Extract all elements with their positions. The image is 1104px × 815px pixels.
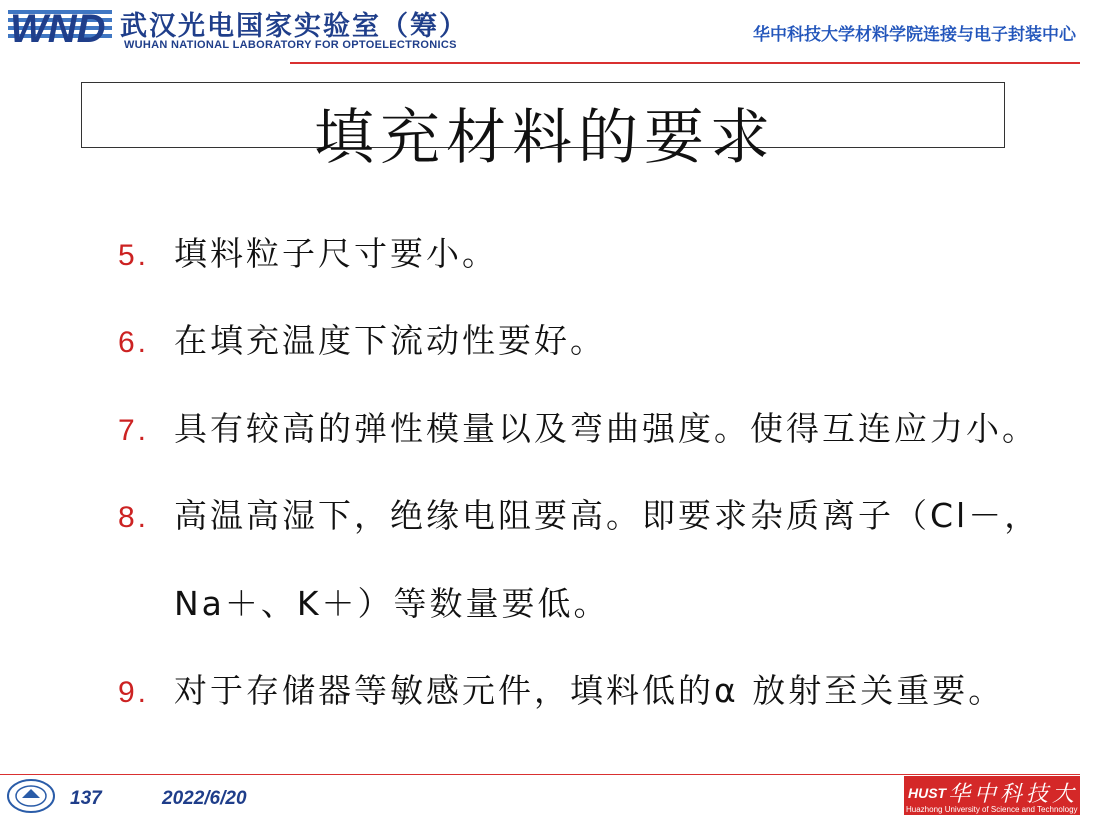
list-item-continuation — [118, 578, 610, 625]
list-item — [118, 403, 1038, 450]
slide-title: 填充材料的要求 — [314, 103, 776, 173]
lab-name-cn: 武汉光电国家实验室（筹） — [120, 11, 468, 42]
item-text: 在填充温度下流动性要好。 — [174, 321, 606, 360]
university-name-cn: 华中科技大学 — [948, 782, 1104, 807]
item-text: Na＋、K＋）等数量要低。 — [174, 584, 610, 623]
department-name: 华中科技大学材料学院连接与电子封装中心 — [753, 25, 1076, 45]
university-seal-icon — [6, 778, 56, 814]
item-number: 6. — [118, 326, 150, 359]
item-text: 对于存储器等敏感元件，填料低的α 放射至关重要。 — [174, 671, 1005, 710]
item-text: 高温高湿下，绝缘电阻要高。即要求杂质离子（Cl－， — [174, 496, 1041, 535]
wnlo-logo-icon — [8, 4, 112, 51]
hust-emblem-icon — [908, 782, 947, 802]
item-number: 7. — [118, 414, 150, 447]
list-item — [118, 665, 1004, 712]
item-number: 9. — [118, 676, 150, 709]
list-item — [118, 490, 1040, 537]
slide-header — [0, 0, 1080, 64]
item-number: 8. — [118, 501, 150, 534]
logo-text: WND — [10, 7, 106, 51]
header-divider — [290, 62, 1080, 64]
hust-logo — [904, 776, 1104, 815]
hust-mark-text: HUST — [908, 785, 947, 801]
list-item — [118, 315, 606, 362]
item-text: 填料粒子尺寸要小。 — [174, 234, 498, 273]
footer-divider — [0, 774, 1080, 775]
item-text: 具有较高的弹性模量以及弯曲强度。使得互连应力小。 — [174, 409, 1038, 448]
lab-name-en: WUHAN NATIONAL LABORATORY FOR OPTOELECTRONICS — [124, 39, 457, 51]
slide-date: 2022/6/20 — [162, 788, 247, 809]
page-number: 137 — [70, 788, 102, 809]
list-item — [118, 228, 498, 275]
item-number: 5. — [118, 239, 150, 272]
university-name-en: Huazhong University of Science and Technology — [906, 805, 1078, 814]
